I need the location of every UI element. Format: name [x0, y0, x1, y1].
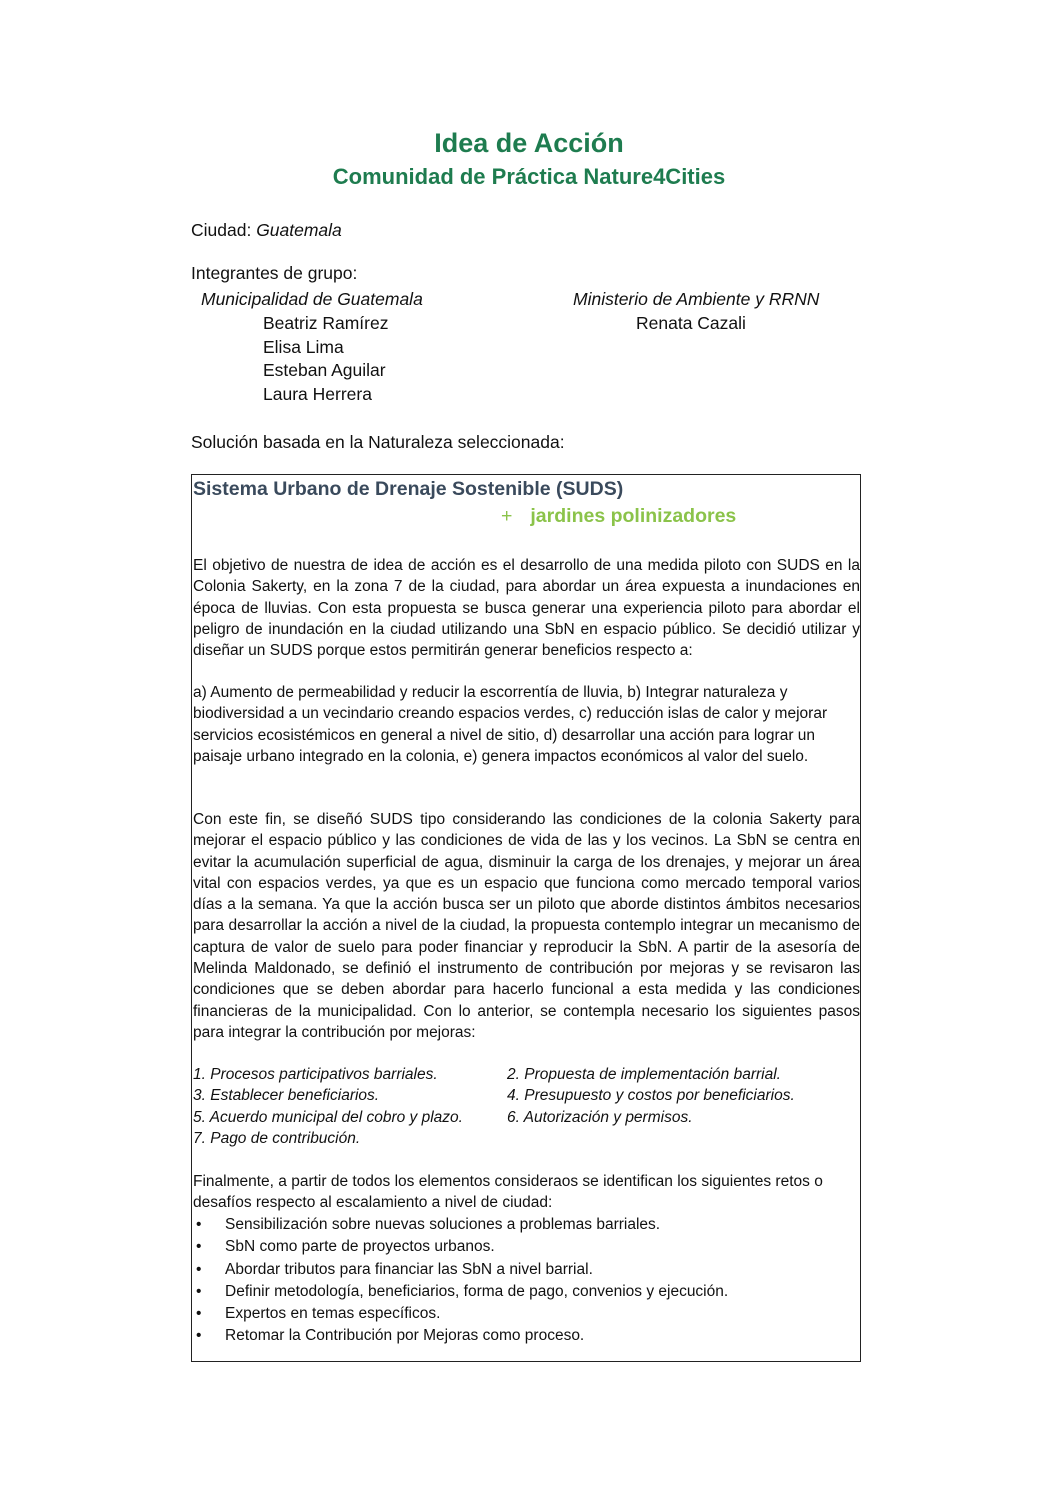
city-label: Ciudad:	[191, 220, 257, 240]
member-name: Laura Herrera	[263, 383, 372, 404]
step-item: 1. Procesos participativos barriales.	[193, 1066, 438, 1083]
group-members-municipalidad	[263, 312, 388, 406]
list-item-text: SbN como parte de proyectos urbanos.	[225, 1238, 495, 1256]
solution-box	[191, 474, 861, 1362]
objective-paragraph: El objetivo de nuestra de idea de acción es el desarrollo de una medida piloto con SUDS en la Colonia Sakerty, en la zona 7 de la ciudad, para abordar un área expuesta a inundaciones en época de lluvias. Con esta propuesta se busca generar una experiencia piloto para abordar el peligro de inundación en la ciudad utilizando una SbN en espacio público. Se decidió utilizar y diseñar un SUDS porque estos permitirán generar beneficios respecto a:	[193, 557, 860, 660]
group-members-ministerio	[636, 312, 746, 336]
bullet-icon: •	[196, 1282, 202, 1300]
design-paragraph: Con este fin, se diseñó SUDS tipo considerando las condiciones de la colonia Sakerty para mejorar el espacio público y las condiciones de vida de las y los vecinos. La SbN se centra en evitar la acumulación superficial de agua, disminuir la carga de los drenajes, y mejorar un área vital con espacios verdes, ya que es un espacio que funciona como mercado temporal varios días a la semana. Ya que la acción busca ser un piloto que aborde distintos ámbitos necesarios para desarrollar la acción a nivel de la ciudad, la propuesta contemplo integrar un mecanismo de captura de valor de suelo para poder financiar y reproducir la SbN. A partir de la asesoría de Melinda Maldonado, se definió el instrumento de contribución por mejoras y se revisaron las condiciones que se deben abordar para hacerlo funcional a esta medida y las condiciones financieras de la municipalidad. Con lo anterior, se contempla necesario los siguientes pasos para integrar la contribución por mejoras:	[193, 811, 860, 1041]
list-item-text: Abordar tributos para financiar las SbN a nivel barrial.	[225, 1260, 593, 1278]
challenges-list	[193, 1214, 728, 1348]
members-label: Integrantes de grupo:	[191, 263, 358, 283]
step-item: 5. Acuerdo municipal del cobro y plazo.	[193, 1108, 463, 1126]
step-item: 4. Presupuesto y costos por beneficiarios.	[507, 1087, 795, 1105]
step-item: 6. Autorización y permisos.	[507, 1108, 693, 1126]
step-item: 3. Establecer beneficiarios.	[193, 1087, 380, 1105]
city-line	[191, 220, 342, 241]
list-item	[193, 1303, 728, 1325]
bullet-icon: •	[196, 1260, 202, 1278]
bullet-icon: •	[196, 1238, 202, 1256]
member-name: Esteban Aguilar	[263, 360, 386, 380]
bullet-icon: •	[196, 1327, 202, 1345]
list-item	[193, 1281, 728, 1303]
list-item	[193, 1325, 728, 1347]
list-item	[193, 1236, 728, 1258]
member-name: Elisa Lima	[263, 336, 344, 357]
bullet-icon: •	[196, 1216, 202, 1233]
list-item-text: Sensibilización sobre nuevas soluciones a problemas barriales.	[225, 1216, 661, 1233]
solution-title: Sistema Urbano de Drenaje Sostenible (SUDS)	[193, 478, 624, 500]
list-item	[193, 1259, 728, 1281]
plus-sign: +	[501, 505, 513, 527]
solution-label: Solución basada en la Naturaleza seleccionada:	[191, 432, 565, 452]
list-item-text: Expertos en temas específicos.	[225, 1305, 441, 1323]
solution-subtitle	[501, 505, 736, 528]
step-item: 7. Pago de contribución.	[193, 1129, 361, 1147]
challenges-paragraph: Finalmente, a partir de todos los elementos consideraos se identifican los siguientes retos o desafíos respecto al escalamiento a nivel de ciudad:	[193, 1173, 823, 1212]
document-subtitle: Comunidad de Práctica Nature4Cities	[332, 164, 726, 189]
list-item-text: Retomar la Contribución por Mejoras como proceso.	[225, 1327, 585, 1345]
solution-subtitle-text: jardines polinizadores	[530, 505, 737, 527]
bullet-icon: •	[196, 1305, 202, 1323]
benefits-paragraph: a) Aumento de permeabilidad y reducir la escorrentía de lluvia, b) Integrar naturaleza y biodiversidad a un vecindario creando espacios verdes, c) reducción islas de calor y mejorar servicios ecosistémicos en general a nivel de sitio, d) desarrollar una acción para lograr un paisaje urbano integrado en la colonia, e) genera impactos económicos al valor del suelo.	[193, 684, 828, 765]
list-item-text: Definir metodología, beneficiarios, forma de pago, convenios y ejecución.	[225, 1282, 729, 1300]
group-name-municipalidad: Municipalidad de Guatemala	[201, 289, 423, 309]
document-title: Idea de Acción	[434, 128, 624, 158]
member-name: Beatriz Ramírez	[263, 313, 389, 333]
city-value: Guatemala	[256, 220, 342, 240]
group-name-ministerio: Ministerio de Ambiente y RRNN	[573, 289, 820, 309]
list-item	[193, 1214, 728, 1236]
member-name: Renata Cazali	[636, 313, 746, 333]
step-item: 2. Propuesta de implementación barrial.	[507, 1066, 781, 1083]
